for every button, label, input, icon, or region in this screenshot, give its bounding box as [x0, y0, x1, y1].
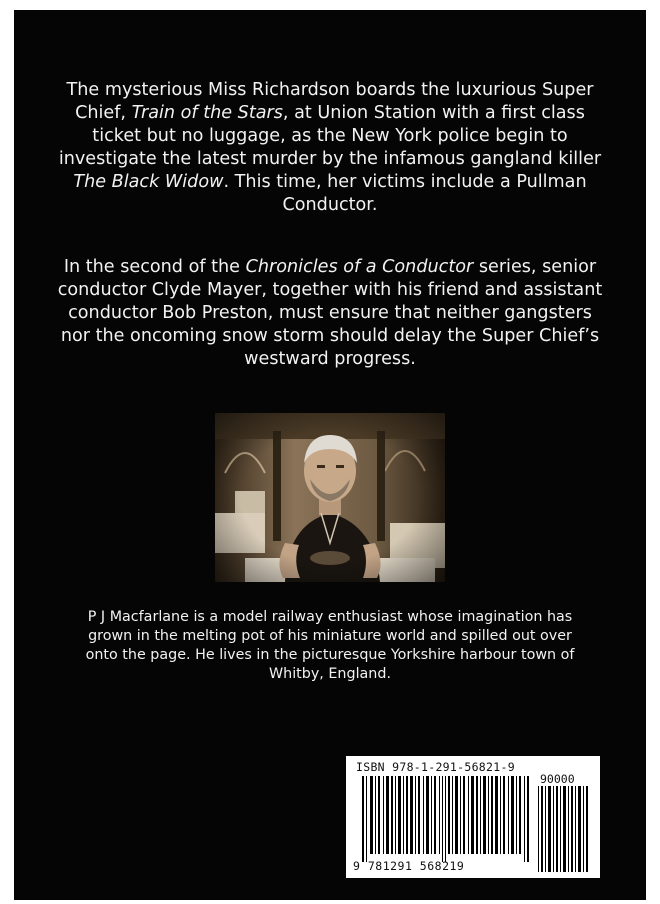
- blurb-paragraph-1: The mysterious Miss Richardson boards the luxurious Super Chief, Train of the Stars, at Union Station with a first class ticket but no luggage, as the New York police begin to investigate the latest murder by the infamous gangland killer The Black Widow. This time, her victims include a Pullman Conductor.: [58, 80, 602, 215]
- price-code: 90000: [540, 772, 575, 786]
- price-addon-bars: [538, 786, 590, 872]
- blurb-paragraph-2: In the second of the Chronicles of a Conductor series, senior conductor Clyde Mayer, together with his friend and assistant conductor Bob Preston, must ensure that neither gangsters nor the oncoming snow storm should delay the Super Chief’s westward progress.: [57, 257, 603, 369]
- ean-barcode-bars: [362, 776, 532, 862]
- back-cover: [14, 10, 646, 900]
- author-bio: P J Macfarlane is a model railway enthusiast whose imagination has grown in the melting pot of his miniature world and spilled out over onto the page. He lives in the picturesque Yorkshire harbour town of Whitby, England.: [85, 609, 575, 682]
- isbn-digits: 9 781291 568219: [353, 859, 465, 873]
- author-photo: [215, 413, 445, 582]
- isbn-label: ISBN 978-1-291-56821-9: [356, 760, 515, 774]
- isbn-barcode: [346, 756, 600, 878]
